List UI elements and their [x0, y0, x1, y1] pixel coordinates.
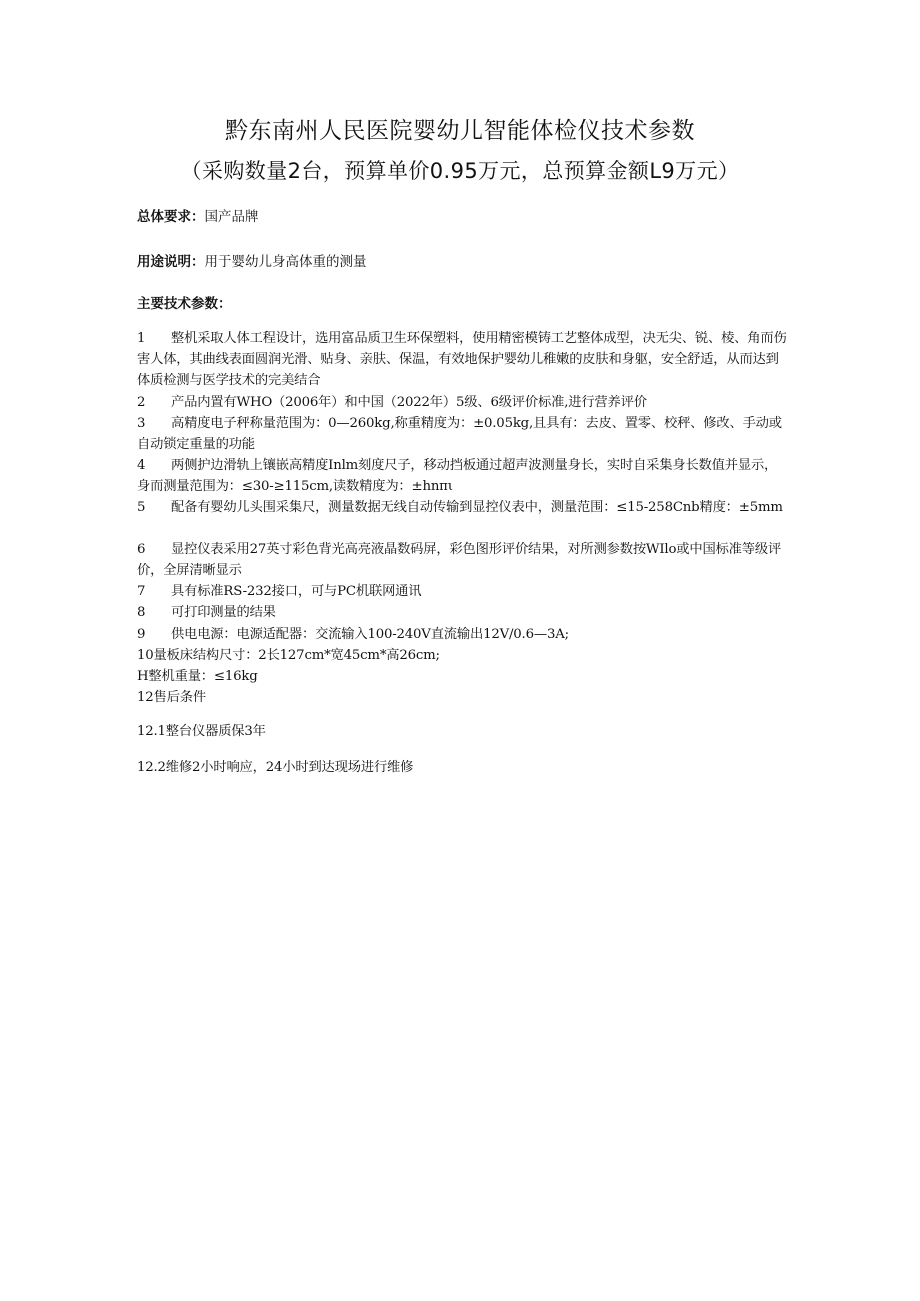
document-title: 黔东南州人民医院婴幼儿智能体检仪技术参数 — [225, 118, 695, 144]
param-text: 整机采取人体工程设计，选用富品质卫生环保塑料，使用精密模铸工艺整体成型，决无尖、锐、棱、角而伤害人体，其曲线表面圆润光滑、贴身、亲肤、保温，有效地保护婴幼儿稚嫩的皮肤和身躯，安全舒适，从而达到体质检测与医学技术的完美结合 — [137, 331, 787, 389]
param-item-3 — [137, 413, 787, 455]
param-number: 7 — [137, 584, 146, 599]
param-text: 供电电源：电源适配器：交流输入100-240V直流输出12V/0.6—3A; — [171, 627, 569, 642]
param-item-11 — [137, 666, 787, 687]
param-item-12 — [137, 687, 787, 708]
param-number: H — [137, 669, 149, 684]
usage-label: 用途说明： — [137, 254, 205, 270]
general-requirement — [137, 207, 787, 228]
usage-value: 用于婴幼儿身高体重的测量 — [204, 254, 367, 270]
param-item-5 — [137, 497, 787, 518]
param-item-2 — [137, 392, 787, 413]
param-item-6 — [137, 539, 787, 581]
param-text: 量板床结构尺寸：2长127cm*宽45cm*高26cm; — [153, 648, 440, 663]
param-number: 9 — [137, 627, 146, 642]
after-sales-warranty: 12.1整台仪器质保3年 — [137, 724, 266, 739]
param-number: 8 — [137, 605, 146, 620]
param-item-10 — [137, 645, 787, 666]
param-text: 两侧护边滑轨上镶嵌高精度Inlm刻度尺子，移动挡板通过超声波测量身长，实时自采集身长数值并显示，身而测量范围为：≤30-≥115cm,读数精度为：±hnπι — [137, 458, 778, 495]
param-text: 显控仪表采用27英寸彩色背光高亮液晶数码屏，彩色图形评价结果，对所测参数按WIlo或中国标准等级评价，全屏清晰显示 — [137, 542, 782, 579]
main-params-label: 主要技术参数： — [137, 296, 232, 312]
param-number: 2 — [137, 395, 146, 410]
param-item-4 — [137, 455, 787, 497]
param-item-1 — [137, 328, 787, 392]
param-item-7 — [137, 581, 787, 602]
param-text: 配备有婴幼儿头围采集尺，测量数据无线自动传输到显控仪表中，测量范围：≤15-258Cnb精度：±5mm — [171, 500, 783, 515]
param-text: 具有标准RS-232接口，可与PC机联网通讯 — [171, 584, 422, 599]
param-text: 售后条件 — [153, 690, 206, 705]
param-number: 6 — [137, 542, 146, 557]
param-item-8 — [137, 602, 787, 623]
after-sales-repair: 12.2维修2小时响应，24小时到达现场进行维修 — [137, 760, 414, 775]
general-requirement-value: 国产品牌 — [204, 209, 259, 225]
param-number: 3 — [137, 416, 146, 431]
usage-description — [137, 252, 787, 273]
param-text: 产品内置有WHO（2006年）和中国（2022年）5级、6级评价标准,进行营养评价 — [171, 395, 647, 410]
param-text: 可打印测量的结果 — [171, 605, 276, 620]
general-requirement-label: 总体要求： — [137, 209, 205, 225]
param-number: 4 — [137, 458, 146, 473]
document-subtitle: （采购数量2台，预算单价0.95万元，总预算金额L9万元） — [180, 159, 740, 183]
param-number: 12 — [137, 690, 154, 705]
param-number: 10 — [137, 648, 154, 663]
param-text: 高精度电子秤称量范围为：0—260kg,称重精度为：±0.05kg,且具有：去皮、置零、校秤、修改、手动或自动锁定重量的功能 — [137, 416, 782, 453]
param-text: 整机重量：≤16kg — [148, 669, 258, 684]
main-params-heading — [137, 294, 787, 315]
param-number: 5 — [137, 500, 146, 515]
param-number: 1 — [137, 331, 146, 346]
param-item-9 — [137, 624, 787, 645]
